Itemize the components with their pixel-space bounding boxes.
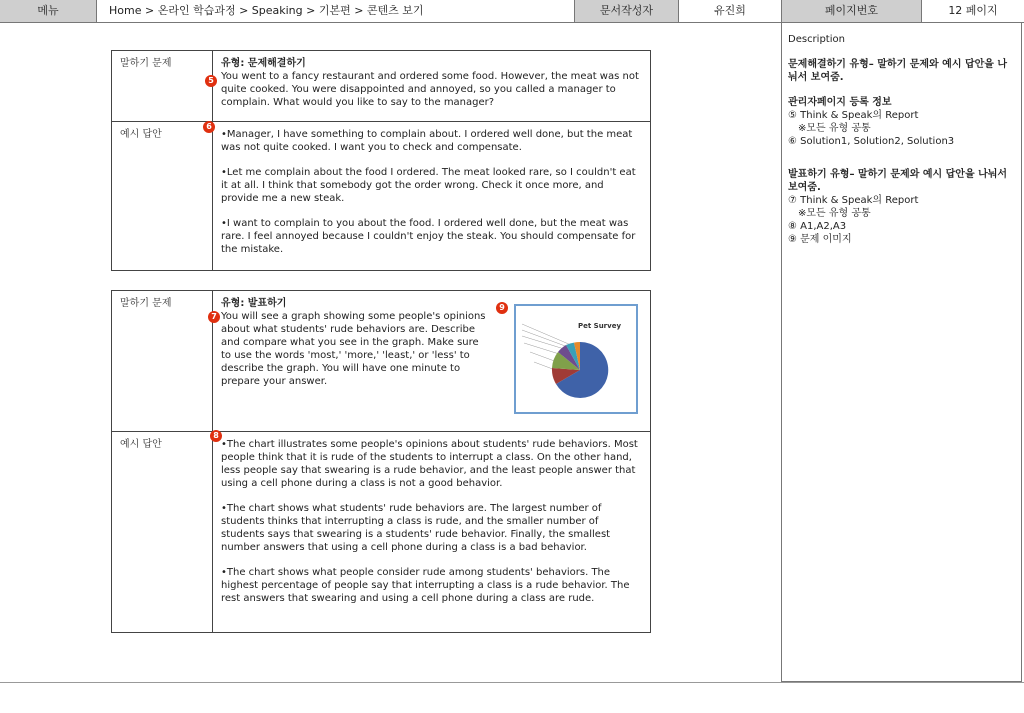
answer-cell — [213, 432, 651, 633]
registration-info-line: ⑦ Think & Speak의 Report — [788, 195, 919, 206]
question-label: 말하기 문제 — [112, 51, 213, 122]
author-name: 유진희 — [679, 0, 782, 22]
marker-7: 7 — [208, 311, 220, 323]
question-text: You will see a graph showing some people's opinions about what students' rude behaviors are. Describe and compare what you see in the graph. Make sure to use the words 'most,' 'more,' 'least,' or 'less' to describe the graph. You will have one minute to prepare your answer. — [221, 311, 486, 387]
answer-row — [112, 432, 651, 633]
registration-info-line: ※모든 유형 공통 — [798, 208, 871, 219]
author-label: 문서작성자 — [575, 0, 679, 22]
thumb-title: Pet Survey — [578, 322, 622, 330]
problem-solving-table — [111, 50, 651, 271]
registration-info-line: ⑤ Think & Speak의 Report — [788, 110, 919, 121]
marker-9: 9 — [496, 302, 508, 314]
page-number-label: 페이지번호 — [782, 0, 922, 22]
sample-answer-1: •Manager, I have something to complain about. I ordered well done, but the meat was not quite cooked. I want you to check and compensate. — [221, 129, 633, 153]
registration-info-line: ※모든 유형 공통 — [798, 123, 871, 134]
sample-answer-2: •The chart shows what students' rude behaviors are. The largest number of students thinks that interrupting a class is rude, and the smaller number of students says that swearing is a students' rude behavior. Finally, the smallest number answers that using a cell phone during a class is a bad behavior. — [221, 503, 611, 553]
question-image[interactable] — [514, 304, 638, 414]
marker-6: 6 — [203, 121, 215, 133]
page-number: 12 페이지 — [922, 0, 1024, 22]
thumb-pie — [552, 342, 608, 398]
question-type-title: 유형: 문제해결하기 — [221, 58, 306, 69]
sample-answer-1: •The chart illustrates some people's opinions about students' rude behaviors. Most people think that it is rude of the students to interrupt a class. On the other hand, less people say that swearing is a rude behavior, and the least people answer that using a cell phone during a class is not a good behavior. — [221, 439, 638, 489]
question-type-title: 유형: 발표하기 — [221, 298, 287, 309]
description-heading: Description — [788, 34, 845, 45]
registration-info-line: ⑥ Solution1, Solution2, Solution3 — [788, 136, 955, 147]
answer-label: 예시 답안 — [112, 122, 213, 271]
sample-answer-3: •The chart shows what people consider rude among students' behaviors. The highest percentage of people say that interrupting a class is a rude behavior. The rest answers that swearing and using a cell phone during a class are rude. — [221, 567, 630, 604]
registration-info-line: ⑧ A1,A2,A3 — [788, 221, 847, 232]
description-block-3: 발표하기 유형– 말하기 문제와 예시 답안을 나눠서 보여줌. — [788, 169, 1008, 193]
pie-chart-image — [516, 306, 636, 412]
bottom-divider — [0, 682, 1024, 683]
question-cell — [213, 51, 651, 122]
sample-answer-2: •Let me complain about the food I ordered. The meat looked rare, so I couldn't eat it at all. I think that somebody got the order wrong. Check it once more, and provide me a new steak. — [221, 167, 636, 204]
registration-info-line: ⑨ 문제 이미지 — [788, 234, 852, 245]
answer-label: 예시 답안 — [112, 432, 213, 633]
question-text: You went to a fancy restaurant and ordered some food. However, the meat was not quite cooked. You were disappointed and annoyed, so you called a manager to complain. What would you like to say to the manager? — [221, 71, 639, 108]
question-label: 말하기 문제 — [112, 291, 213, 432]
answer-cell — [213, 122, 651, 271]
sample-answer-3: •I want to complain to you about the food. I ordered well done, but the meat was rare. I feel annoyed because I couldn't enjoy the steak. You should compensate for the mistake. — [221, 218, 636, 255]
description-block-1: 문제해결하기 유형– 말하기 문제와 예시 답안을 나눠서 보여줌. — [788, 59, 1008, 83]
description-panel — [781, 23, 1022, 682]
breadcrumb[interactable]: Home > 온라인 학습과정 > Speaking > 기본편 > 콘텐츠 보기 — [97, 0, 575, 22]
marker-8: 8 — [210, 430, 222, 442]
marker-5: 5 — [205, 75, 217, 87]
registration-info-title: 관리자페이지 등록 정보 — [788, 97, 892, 108]
menu-label[interactable]: 메뉴 — [0, 0, 97, 22]
header-bar — [0, 0, 1024, 23]
answer-row — [112, 122, 651, 271]
question-row — [112, 51, 651, 122]
